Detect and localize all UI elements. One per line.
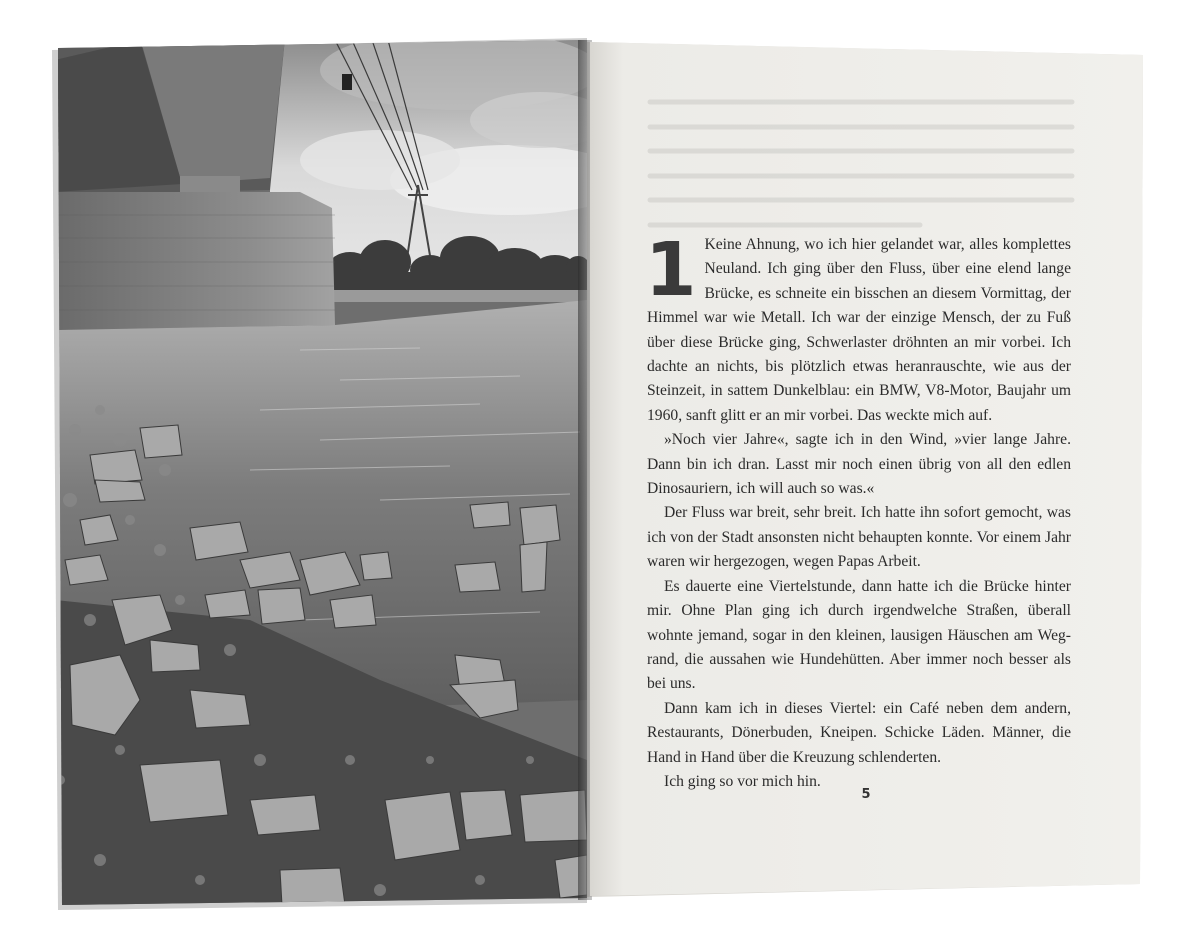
- bridge-pier: [55, 192, 335, 330]
- paragraph-5: Dann kam ich in dieses Viertel: ein Café neben dem andern, Restaurants, Dönerbuden, Kneipen. Schicke Läden. Männer, die Hand in Hand über die Kreuzung schlenderten.: [647, 699, 1071, 766]
- chapter-text: [647, 233, 1071, 794]
- page-number: 5: [861, 787, 871, 802]
- paragraph-4: Es dauerte eine Viertelstunde, dann hatte ich die Brücke hinter mir. Ohne Plan ging ich durch irgendwelche Straßen, überall wohnte jemand, sogar in den kleinen, lausigen Häuschen am Wegrand, die aussahen wie Hundehütten. Aber immer noch besser als bei uns.: [647, 577, 1071, 693]
- paragraph-2: »Noch vier Jahre«, sagte ich in den Wind, »vier lange Jahre. Dann bin ich dran. Lasst mir noch einen übrig von all den edlen Dinosauriern, ich will auch so was.«: [647, 431, 1071, 498]
- cable-car-gondola: [342, 74, 352, 90]
- paragraph-6: Ich ging so vor mich hin.: [664, 772, 821, 790]
- paragraph-3: Der Fluss war breit, sehr breit. Ich hatte ihn sofort gemocht, was ich von der Stadt ansonsten nicht behaupten konnte. Vor einem Jahr waren wir hergezogen, wegen Papas Arbeit.: [647, 504, 1071, 571]
- chapter-number: 1: [645, 239, 697, 303]
- bridge-photo: [55, 30, 630, 910]
- paragraph-1: Keine Ahnung, wo ich hier gelandet war, alles komplettes Neuland. Ich ging über den Fluss, über eine elend lange Brücke, es schneite ein bisschen an diesem Vormittag, der Himmel war wie Metall. Ich war der einzige Mensch, der zu Fuß über diese Brücke ging, Schwerlaster dröhnten an mir vorbei. Ich dachte an nichts, bis plötzlich etwas heranrauschte, wie aus der Steinzeit, in sattem Dunkelblau: ein BMW, V8-Motor, Baujahr um 1960, sanft glitt er an mir vorbei. Das weckte mich auf.: [647, 236, 1071, 424]
